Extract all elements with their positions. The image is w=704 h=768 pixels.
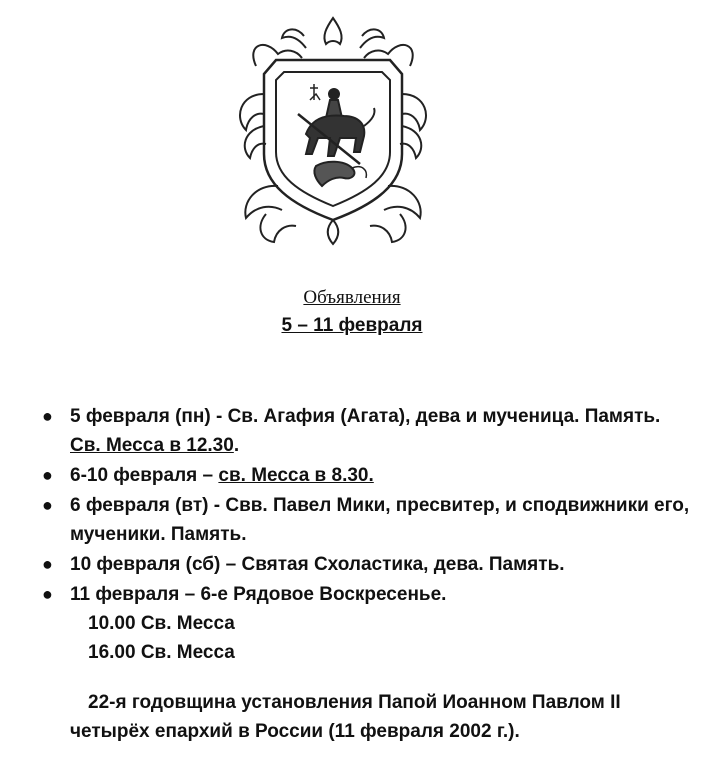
- list-item: [40, 580, 690, 667]
- announcement-text: 11 февраля – 6-е Рядовое Воскресенье.: [70, 584, 447, 605]
- bullet-icon: ●: [42, 406, 53, 426]
- coat-of-arms-icon: [226, 14, 440, 248]
- list-item: [40, 402, 690, 460]
- mass-time-link: Св. Месса в 12.30: [70, 435, 234, 456]
- bullet-icon: ●: [42, 584, 53, 604]
- mass-schedule-item: 10.00 Св. Месса: [88, 613, 235, 634]
- announcements-list: [40, 402, 690, 668]
- list-item: [40, 461, 690, 490]
- announcement-text: 6 февраля (вт) - Свв. Павел Мики, пресвитер, и сподвижники его, мученики. Память.: [70, 495, 690, 545]
- announcement-text: 5 февраля (пн) - Св. Агафия (Агата), дева и мученица. Память.: [70, 406, 661, 427]
- mass-time-link: св. Месса в 8.30.: [218, 465, 374, 486]
- anniversary-note: [70, 688, 690, 746]
- announcement-text: 6-10 февраля –: [70, 465, 219, 486]
- announcement-text: 10 февраля (сб) – Святая Схоластика, дева. Память.: [70, 554, 565, 575]
- mass-schedule-item: 16.00 Св. Месса: [88, 642, 235, 663]
- list-item: [40, 491, 690, 549]
- bullet-icon: ●: [42, 465, 53, 485]
- page-title: Объявления: [303, 287, 401, 308]
- announcement-tail: .: [233, 435, 240, 456]
- date-range: 5 – 11 февраля: [281, 315, 423, 336]
- list-item: [40, 550, 690, 579]
- anniversary-text: 22-я годовщина установления Папой Иоанном Павлом II четырёх епархий в России (11 февраля 2002 г.).: [70, 692, 621, 742]
- bullet-icon: ●: [42, 495, 53, 515]
- bullet-icon: ●: [42, 554, 53, 574]
